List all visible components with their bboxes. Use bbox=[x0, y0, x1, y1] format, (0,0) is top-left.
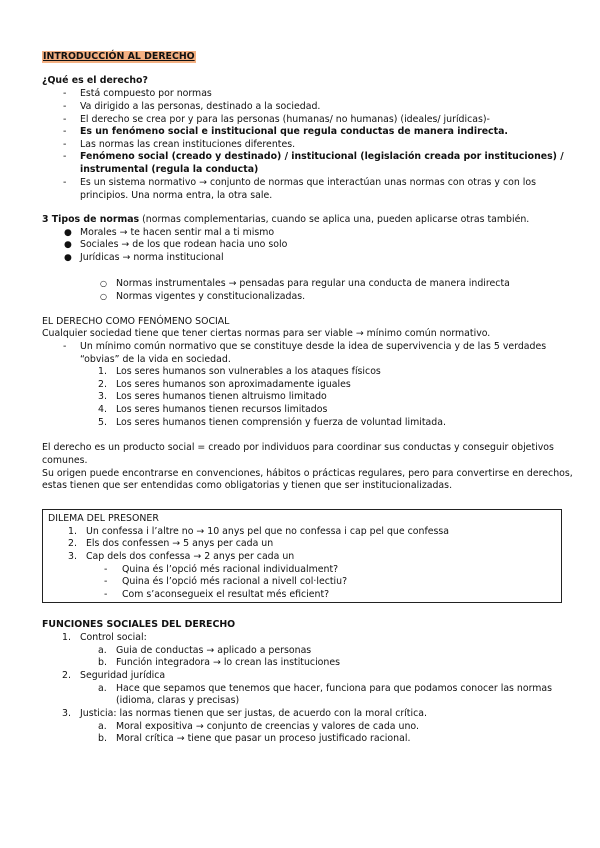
funciones-heading: FUNCIONES SOCIALES DEL DERECHO bbox=[42, 619, 236, 630]
bullet-icon: ● bbox=[64, 228, 72, 238]
que-es-item: Va dirigido a las personas, destinado a la sociedad. bbox=[80, 101, 321, 112]
funciones-subitem: Moral crítica → tiene que pasar un proceso justificado racional. bbox=[116, 733, 411, 744]
tipos-item: Sociales → de los que rodean hacia uno solo bbox=[80, 239, 288, 250]
dilema-number: 1. bbox=[68, 526, 77, 537]
verdad-item: Los seres humanos tienen comprensión y fuerza de voluntad limitada. bbox=[116, 417, 446, 428]
que-es-item: Es un sistema normativo → conjunto de normas que interactúan unas normas con otras y con los bbox=[80, 177, 536, 188]
funciones-number: 3. bbox=[62, 708, 71, 719]
dilema-number: 2. bbox=[68, 538, 77, 549]
dash-marker: - bbox=[63, 177, 67, 188]
verdad-number: 5. bbox=[98, 417, 107, 428]
funciones-subitem: (idioma, claras y precisas) bbox=[116, 695, 240, 706]
tipos-heading-rest: (normas complementarias, cuando se aplica una, pueden aplicarse otras también. bbox=[139, 214, 530, 225]
dilema-number: 3. bbox=[68, 551, 77, 562]
fenomeno-paragraph: Su origen puede encontrarse en convenciones, hábitos o prácticas regulares, pero para convertirse en derechos, bbox=[42, 468, 573, 479]
verdad-item: Los seres humanos tienen recursos limitados bbox=[116, 404, 328, 415]
dilema-item: Un confessa i l’altre no → 10 anys pel que no confessa i cap pel que confessa bbox=[86, 526, 450, 537]
que-es-item: Está compuesto por normas bbox=[80, 88, 212, 99]
circle-bullet-icon: ○ bbox=[100, 279, 107, 288]
dash-marker: - bbox=[63, 151, 67, 162]
tipos-item: Jurídicas → norma institucional bbox=[80, 252, 224, 263]
fenomeno-dash-line: Un mínimo común normativo que se constituye desde la idea de supervivencia y de las 5 verdades bbox=[80, 341, 547, 352]
tipos-subitem: Normas instrumentales → pensadas para regular una conducta de manera indirecta bbox=[116, 278, 510, 289]
verdad-number: 2. bbox=[98, 379, 107, 390]
que-es-heading: ¿Qué es el derecho? bbox=[42, 75, 148, 86]
dilema-question: Com s’aconsegueix el resultat més eficient? bbox=[122, 589, 330, 600]
fenomeno-paragraph: comunes. bbox=[42, 455, 88, 466]
funciones-subitem: Hace que sepamos que tenemos que hacer, funciona para que podamos conocer las normas bbox=[116, 683, 553, 694]
verdad-number: 1. bbox=[98, 366, 107, 377]
tipos-item: Morales → te hacen sentir mal a ti mismo bbox=[80, 227, 275, 238]
dash-marker: - bbox=[104, 576, 108, 587]
dash-marker: - bbox=[63, 101, 67, 112]
dash-marker: - bbox=[104, 589, 108, 600]
tipos-heading bbox=[42, 214, 529, 226]
que-es-item: Las normas las crean instituciones diferentes. bbox=[80, 139, 296, 150]
funciones-item: Control social: bbox=[80, 632, 147, 643]
bullet-icon: ● bbox=[64, 253, 72, 263]
fenomeno-intro: Cualquier sociedad tiene que tener ciertas normas para ser viable → mínimo común normativo. bbox=[42, 328, 491, 339]
funciones-number: 2. bbox=[62, 670, 71, 681]
funciones-item: Justicia: las normas tienen que ser justas, de acuerdo con la moral crítica. bbox=[80, 708, 427, 719]
funciones-subitem: Función integradora → lo crean las instituciones bbox=[116, 657, 341, 668]
funciones-letter: b. bbox=[98, 733, 107, 744]
funciones-letter: a. bbox=[98, 645, 107, 656]
que-es-item: principios. Una norma entra, la otra sale. bbox=[80, 190, 273, 201]
dash-marker: - bbox=[63, 88, 67, 99]
verdad-number: 3. bbox=[98, 391, 107, 402]
dash-marker: - bbox=[63, 139, 67, 150]
verdad-number: 4. bbox=[98, 404, 107, 415]
dilema-item: Els dos confessen → 5 anys per cada un bbox=[86, 538, 274, 549]
tipos-subitem: Normas vigentes y constitucionalizadas. bbox=[116, 291, 306, 302]
que-es-item: Es un fenómeno social e institucional que regula conductas de manera indirecta. bbox=[80, 126, 508, 137]
dash-marker: - bbox=[63, 114, 67, 125]
fenomeno-dash-line: “obvias” de la vida en sociedad. bbox=[80, 354, 231, 365]
fenomeno-paragraph: El derecho es un producto social = creado por individuos para coordinar sus conductas y conseguir objetivos bbox=[42, 442, 554, 453]
bullet-icon: ● bbox=[64, 240, 72, 250]
verdad-item: Los seres humanos tienen altruismo limitado bbox=[116, 391, 327, 402]
fenomeno-heading: EL DERECHO COMO FENÓMENO SOCIAL bbox=[42, 316, 230, 327]
funciones-subitem: Moral expositiva → conjunto de creencias y valores de cada uno. bbox=[116, 721, 419, 732]
dash-marker: - bbox=[104, 564, 108, 575]
funciones-number: 1. bbox=[62, 632, 71, 643]
circle-bullet-icon: ○ bbox=[100, 292, 107, 301]
dilema-question: Quina és l’opció més racional individualment? bbox=[122, 564, 339, 575]
tipos-heading-bold: 3 Tipos de normas bbox=[42, 214, 140, 225]
funciones-letter: b. bbox=[98, 657, 107, 668]
dilema-heading: DILEMA DEL PRESONER bbox=[48, 513, 159, 524]
fenomeno-paragraph: estas tienen que ser entendidas como obligatorias y tienen que ser institucionalizadas. bbox=[42, 480, 453, 491]
que-es-item: Fenómeno social (creado y destinado) / institucional (legislación creada por instituciones) / bbox=[80, 151, 564, 162]
dilema-item: Cap dels dos confessa → 2 anys per cada un bbox=[86, 551, 295, 562]
funciones-item: Seguridad jurídica bbox=[80, 670, 166, 681]
funciones-letter: a. bbox=[98, 721, 107, 732]
que-es-item: instrumental (regula la conducta) bbox=[80, 164, 259, 175]
document-title: INTRODUCCIÓN AL DERECHO bbox=[43, 51, 195, 62]
que-es-item: El derecho se crea por y para las personas (humanas/ no humanas) (ideales/ jurídicas)- bbox=[80, 114, 490, 125]
verdad-item: Los seres humanos son aproximadamente iguales bbox=[116, 379, 351, 390]
funciones-letter: a. bbox=[98, 683, 107, 694]
dilema-question: Quina és l’opció més racional a nivell col·lectiu? bbox=[122, 576, 348, 587]
dash-marker: - bbox=[63, 341, 67, 352]
funciones-subitem: Guia de conductas → aplicado a personas bbox=[116, 645, 312, 656]
verdad-item: Los seres humanos son vulnerables a los ataques físicos bbox=[116, 366, 381, 377]
dash-marker: - bbox=[63, 126, 67, 137]
